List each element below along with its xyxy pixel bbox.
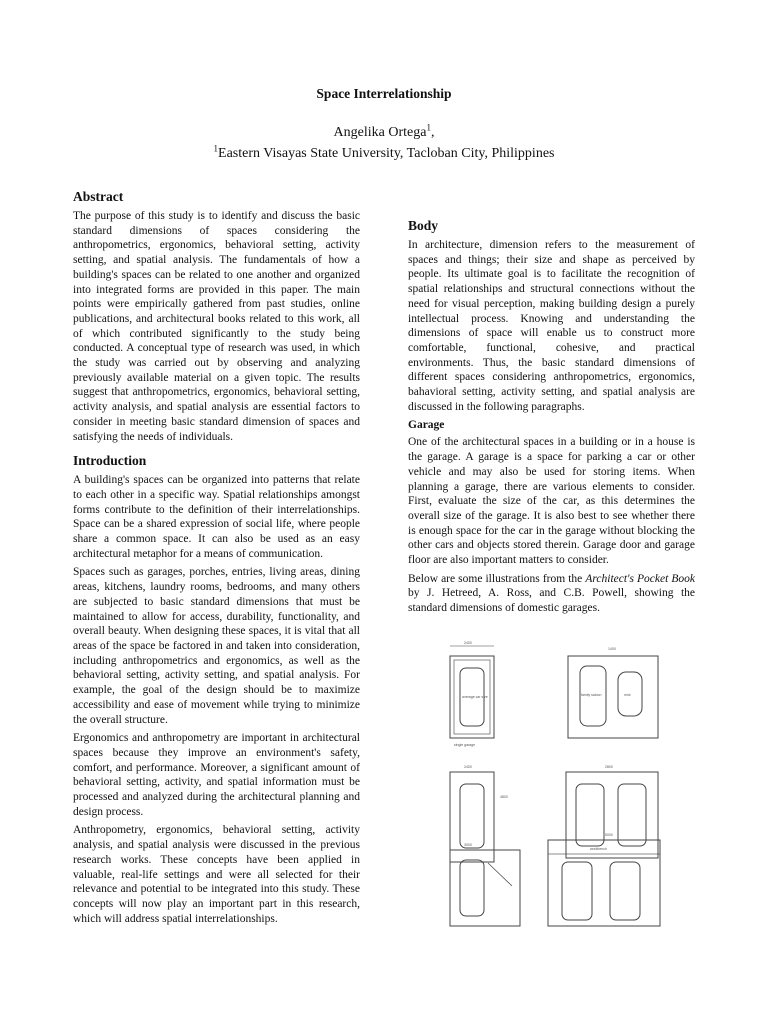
ref-text: by J. Hetreed, A. Ross, and C.B. Powell, showing the standard dimensions of domestic garages.	[408, 587, 695, 615]
body-paragraph	[408, 572, 695, 616]
dim-label: 2400	[464, 641, 472, 645]
fig-label: mini	[624, 693, 631, 697]
ref-text: Below are some illustrations from the	[408, 572, 586, 585]
car-outline	[610, 862, 640, 920]
intro-paragraph: Ergonomics and anthropometry are important in architectural spaces because they improve an environment's safety, comfort, and performance. Moreover, a significant amount of behavioral setting, activity, and spatial information must be processed and analyzed during the architectural planning and design process.	[73, 732, 360, 818]
fig-label: average car size	[462, 695, 488, 699]
car-outline	[576, 784, 604, 846]
dim-label: 1400	[608, 647, 616, 651]
intro-paragraph: A building's spaces can be organized into patterns that relate to each other in a specific way. Spatial relationships amongst forms contribute to the definition of their interrelationships. Space can be a shared expression of social life, where people share a common space. It can also be used as an easy architectural metaphor for a means of communication.	[73, 474, 360, 560]
dim-label: 5000	[605, 833, 613, 837]
car-outline	[460, 784, 484, 848]
fig-label: single garage	[454, 743, 476, 747]
affiliation-line	[0, 143, 768, 162]
intro-paragraph: Spaces such as garages, porches, entries, living areas, dining areas, kitchens, laundry rooms, bedrooms, and many others are subjected to basic standard dimensions that must be maintained to allow for access, durability, functionality, and overall beauty. When designing these spaces, it is vital that all areas of the space be factored in and taken into consideration, including anthropometrics and ergonomics, as well as the behavioral setting, activity setting, and spatial analysis. For example, the goal of the design should be to maximize accessibility and ease of movement while trying to minimize the overall structure.	[73, 566, 360, 726]
dim-label: 4800	[500, 795, 508, 799]
garage-dimensions-figure	[440, 638, 668, 934]
dim-label: 2400	[464, 765, 472, 769]
author-name: Angelika Ortega	[333, 125, 427, 140]
right-column	[408, 189, 695, 620]
abstract-text: The purpose of this study is to identify and discuss the basic standard dimensions of spaces considering the anthropometrics, ergonomics, behavioral setting, activity setting, and spatial analysis. The fundamentals of how a building's spaces can be related to one another and organized into integrated forms are provided in this paper. The main points were empirically gathered from past studies, online publications, and architectural books related to this work, all of which contributed significantly to the study being conducted. A conceptual type of research was used, in which the study was carried out by observing and analyzing previously available material on a given topic. The results suggest that anthropometrics, ergonomics, behavioral setting, activity analysis, and spatial analysis are essential factors to consider in meeting basic standard dimension of spaces and satisfying the needs of individuals.	[73, 210, 360, 443]
car-outline	[460, 860, 484, 916]
fig-label: workbench	[590, 847, 607, 851]
body-heading: Body	[408, 218, 439, 233]
intro-paragraph: Anthropometry, ergonomics, behavioral setting, activity analysis, and spatial analysis were discussed in the previous research works. These concepts have been applied in valuable, real-life settings and were all selected for their relevance and potential to be integrated into this study. These concepts will now play an important part in this research, which will address spatial interrelationships.	[73, 824, 360, 925]
garage-illustration	[440, 638, 668, 934]
fig-label: family saloon	[581, 693, 602, 697]
abstract-heading: Abstract	[73, 189, 124, 204]
left-column	[73, 188, 360, 930]
body-paragraph: One of the architectural spaces in a building or in a house is the garage. A garage is a space for parking a car or other vehicle and may also be used for storing items. When planning a garage, there are various elements to consider. First, evaluate the size of the car, as this determines the overall size of the garage. It is also best to see whether there is enough space for the car in the garage without blocking the other cars and objects stored therein. Garage door and garage floor are also important matters to consider.	[408, 436, 695, 567]
author-sup: 1	[426, 122, 431, 133]
dim-label: 2800	[605, 765, 613, 769]
affiliation: Eastern Visayas State University, Tacloban City, Philippines	[218, 146, 555, 161]
book-title: Architect's Pocket Book	[585, 572, 695, 585]
page-title: Space Interrelationship	[316, 86, 452, 101]
introduction-heading: Introduction	[73, 453, 147, 469]
author-suffix: ,	[430, 125, 435, 140]
body-paragraph: In architecture, dimension refers to the measurement of spaces and things; their size and shape as perceived by people. Its ultimate goal is to facilitate the recognition of spatial relationships and structural connections without the need for visual perception, making building design a purely intellectual process. Knowing and understanding the dimensions of space will enable us to construct more comfortable, functional, cohesive, and practical environments. Thus, the basic standard dimensions of different spaces considering anthropometrics, ergonomics, bahavioral setting, activity setting, and spatial analysis are discussed in the following paragraphs.	[408, 239, 695, 413]
garage-heading: Garage	[408, 419, 445, 432]
garage-outline	[548, 840, 660, 926]
affiliation-sup: 1	[213, 143, 219, 154]
car-outline	[618, 784, 646, 846]
author-line	[0, 122, 768, 141]
dim-label: 3000	[464, 843, 472, 847]
car-outline	[562, 862, 592, 920]
